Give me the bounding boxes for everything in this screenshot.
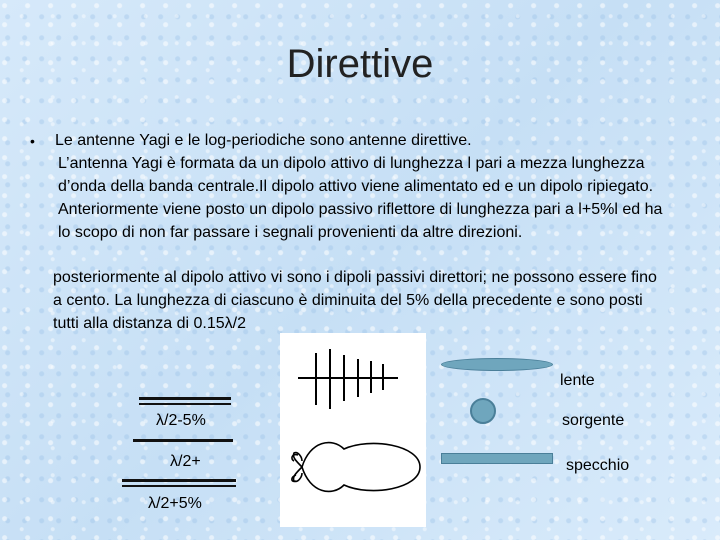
active-length-label: λ/2+ bbox=[170, 453, 201, 470]
mirror-label: specchio bbox=[566, 457, 630, 474]
source-symbol bbox=[470, 398, 496, 424]
antenna-diagram-panel bbox=[280, 333, 426, 527]
yagi-antenna-sketch bbox=[298, 349, 398, 409]
paragraph-directors: posteriormente al dipolo attivo vi sono i dipoli passivi direttori; ne possono essere fino a cento. La lunghezza di ciascuno è diminuita del 5% della precedente e sono posti tutti alla distanza di 0.15λ/2 bbox=[53, 269, 657, 332]
active-length-bar bbox=[122, 479, 236, 482]
director-length-bar bbox=[133, 439, 233, 442]
active-length-bar-underline bbox=[122, 485, 236, 487]
mirror-symbol bbox=[441, 453, 553, 464]
director-bar-underline bbox=[139, 403, 231, 405]
lens-symbol bbox=[441, 358, 553, 371]
antenna-diagram bbox=[280, 333, 426, 527]
lens-label: lente bbox=[560, 372, 595, 389]
paragraph-yagi-description: L’antenna Yagi è formata da un dipolo attivo di lunghezza l pari a mezza lunghezza d’onda della banda centrale.Il dipolo attivo viene alimentato ed e un dipolo ripiegato. Anteriormente viene posto un dipolo passivo riflettore di lunghezza pari a l+5%l ed ha lo scopo di non far passare i segnali provenienti da altre direzioni. bbox=[58, 155, 663, 241]
source-label: sorgente bbox=[562, 412, 625, 429]
radiation-pattern-sketch bbox=[292, 443, 420, 492]
director-length-label: λ/2-5% bbox=[156, 412, 206, 429]
main-lobe bbox=[302, 443, 420, 492]
paragraph-yagi-intro bbox=[55, 129, 665, 244]
bullet-marker: • bbox=[30, 133, 35, 149]
paragraph-yagi-first-line: Le antenne Yagi e le log-periodiche sono antenne direttive. bbox=[55, 132, 472, 149]
back-lobe-lower bbox=[293, 467, 302, 481]
director-bar bbox=[139, 397, 231, 400]
reflector-length-label: λ/2+5% bbox=[148, 495, 202, 512]
slide-title: Direttive bbox=[286, 42, 434, 86]
